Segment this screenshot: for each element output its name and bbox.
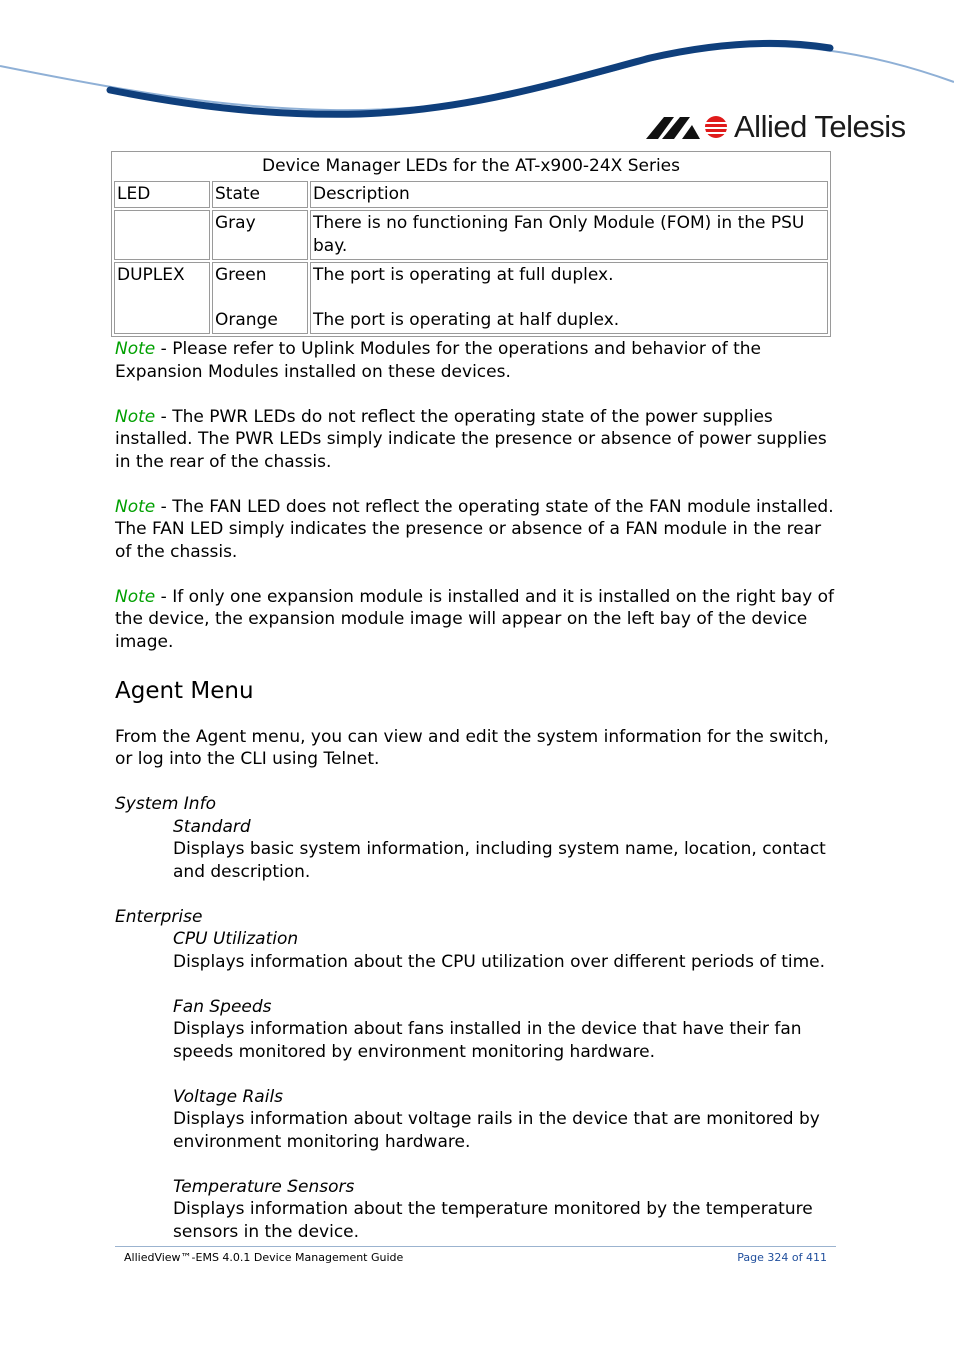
note-text: - The FAN LED does not reflect the operating state of the FAN module installed. The FAN LED simply indicates the presence or absence of a FAN module in the rear of the chassis. [115, 496, 834, 562]
group-title: Enterprise [115, 906, 203, 927]
item-name: Voltage Rails [173, 1086, 284, 1107]
note-paragraph [115, 338, 835, 383]
item-name: CPU Utilization [173, 929, 299, 949]
logo-mark-icon [646, 113, 728, 141]
footer-divider [115, 1246, 836, 1247]
list-item [173, 1086, 835, 1154]
item-description: Displays information about fans installed in the device that have their fan speeds monitored by environment monitoring hardware. [173, 1019, 802, 1062]
note-paragraph [115, 496, 835, 564]
item-description: Displays information about the CPU utilization over different periods of time. [173, 951, 826, 972]
row-description: There is no functioning Fan Only Module (FOM) in the PSU bay. [310, 210, 828, 260]
header-led: LED [114, 181, 210, 208]
row-description-cell [310, 262, 828, 334]
system-info-group [115, 793, 835, 883]
row-led [114, 210, 210, 260]
document-body [115, 338, 835, 1266]
note-text: - Please refer to Uplink Modules for the operations and behavior of the Expansion Modules installed on these devices. [115, 339, 761, 382]
led-table [111, 151, 831, 337]
footer-doc-title: AlliedView™-EMS 4.0.1 Device Management Guide [124, 1251, 404, 1264]
list-item [173, 928, 835, 973]
footer-page-number: Page 324 of 411 [737, 1251, 827, 1264]
group-title: System Info [115, 794, 216, 814]
row-state: Orange [215, 310, 278, 330]
row-state: Gray [212, 210, 308, 260]
note-paragraph [115, 406, 835, 474]
row-state: Green [215, 265, 267, 285]
note-paragraph [115, 586, 835, 654]
row-led: DUPLEX [114, 262, 210, 334]
table-row [114, 262, 828, 334]
header-description: Description [310, 181, 828, 208]
note-label: Note [115, 496, 156, 517]
item-name: Temperature Sensors [173, 1176, 355, 1197]
item-description: Displays information about the temperature monitored by the temperature sensors in the device. [173, 1199, 813, 1242]
note-text: - If only one expansion module is installed and it is installed on the right bay of the device, the expansion module image will appear on the left bay of the device image. [115, 586, 834, 652]
item-description: Displays basic system information, including system name, location, contact and description. [173, 839, 826, 882]
row-description: The port is operating at half duplex. [313, 310, 620, 330]
item-description: Displays information about voltage rails in the device that are monitored by environment monitoring hardware. [173, 1109, 820, 1152]
section-intro: From the Agent menu, you can view and edit the system information for the switch, or log into the CLI using Telnet. [115, 726, 829, 769]
item-name: Standard [173, 816, 251, 837]
list-item [173, 1176, 835, 1244]
section-heading: Agent Menu [115, 677, 254, 704]
brand-name: Allied Telesis [734, 109, 906, 144]
list-item [173, 996, 835, 1064]
header-state: State [212, 181, 308, 208]
note-label: Note [115, 406, 156, 427]
table-caption: Device Manager LEDs for the AT-x900-24X Series [262, 156, 680, 176]
note-label: Note [115, 339, 156, 359]
note-text: - The PWR LEDs do not reflect the operating state of the power supplies installed. The PWR LEDs simply indicate the presence or absence of power supplies in the rear of the chassis. [115, 406, 827, 472]
table-header-row [114, 181, 828, 208]
row-description: The port is operating at full duplex. [313, 265, 614, 285]
note-label: Note [115, 586, 156, 607]
enterprise-group [115, 906, 835, 1244]
row-state-cell [212, 262, 308, 334]
table-row [114, 210, 828, 260]
item-name: Fan Speeds [173, 996, 272, 1017]
allied-telesis-logo [646, 108, 906, 146]
